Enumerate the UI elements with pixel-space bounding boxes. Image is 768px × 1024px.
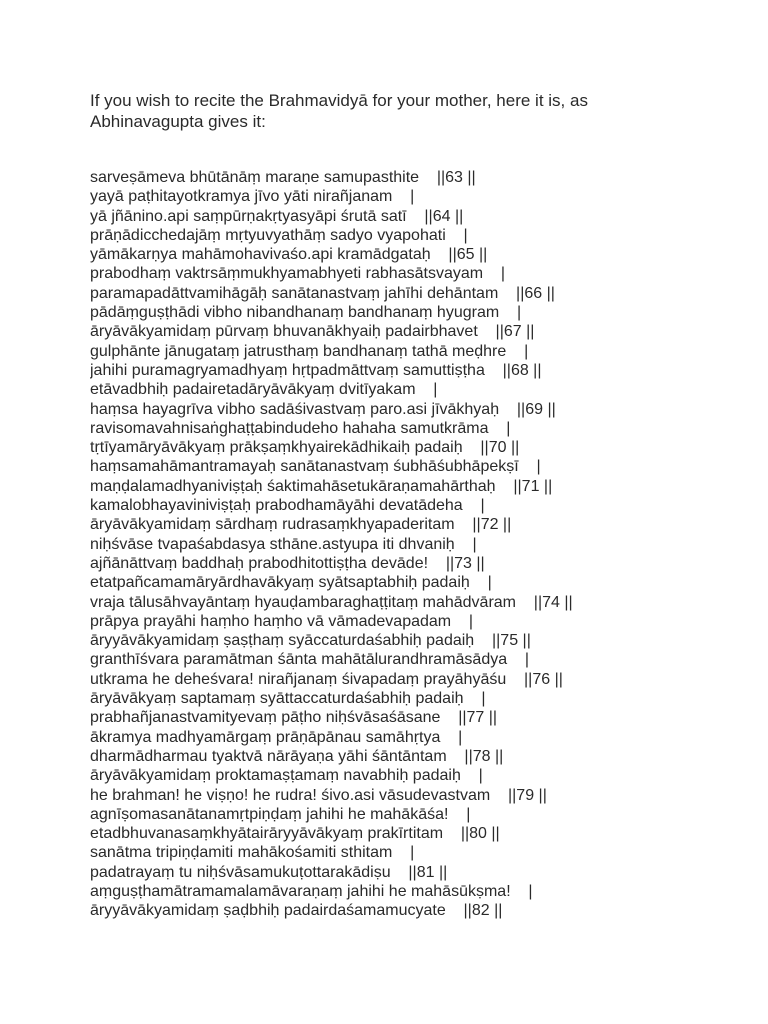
verse-line: etāvadbhiḥ padairetadāryāvākyaṃ dvitīyakam | bbox=[90, 381, 438, 399]
verse-line: granthīśvara paramātman śānta mahātālurandhramāsādya | bbox=[90, 651, 530, 669]
verse-line: aṃguṣṭhamātramamalamāvaraṇaṃ jahihi he mahāsūkṣma! | bbox=[90, 882, 533, 900]
verse-line: ravisomavahnisaṅghaṭṭabindudeho hahaha samutkrāma | bbox=[90, 419, 511, 437]
verse-line: āryyāvākyamidaṃ ṣaḍbhiḥ padairdaśamamucyate ||82 || bbox=[90, 902, 503, 920]
verse-line: prāpya prayāhi haṃho haṃho vā vāmadevapadam | bbox=[90, 612, 474, 630]
verse-line: niḥśvāse tvapaśabdasya sthāne.astyupa iti dhvaniḥ | bbox=[90, 535, 477, 553]
verse-line: prabhañjanastvamityevaṃ pāṭho niḥśvāsaśāsane ||77 || bbox=[90, 709, 498, 727]
verse-line: ākramya madhyamārgaṃ prāṇāpānau samāhṛtya | bbox=[90, 728, 463, 746]
verse-list bbox=[90, 168, 750, 921]
verse-line: dharmādharmau tyaktvā nārāyaṇa yāhi śāntāntam ||78 || bbox=[90, 747, 504, 765]
verse-line: prabodhaṃ vaktrsāṃmukhyamabhyeti rabhasātsvayam | bbox=[90, 265, 506, 283]
intro-line-1: If you wish to recite the Brahmavidyā for your mother, here it is, as bbox=[90, 91, 588, 110]
intro-line-2: Abhinavagupta gives it: bbox=[90, 112, 266, 131]
verse-line: sanātma tripiṇḍamiti mahākośamiti sthitam | bbox=[90, 844, 415, 862]
verse-line: vraja tālusāhvayāntaṃ hyauḍambaraghaṭṭitaṃ mahādvāram ||74 || bbox=[90, 593, 573, 611]
verse-line: kamalobhayaviniviṣṭaḥ prabodhamāyāhi devatādeha | bbox=[90, 497, 485, 515]
verse-line: maṇḍalamadhyaniviṣṭaḥ śaktimahāsetukāraṇamahārthaḥ ||71 || bbox=[90, 477, 553, 495]
verse-line: āryāvākyamidaṃ pūrvaṃ bhuvanākhyaiḥ padairbhavet ||67 || bbox=[90, 323, 535, 341]
verse-line: padatrayaṃ tu niḥśvāsamukuṭottarakādiṣu ||81 || bbox=[90, 863, 448, 881]
verse-line: haṃsamahāmantramayaḥ sanātanastvaṃ śubhāśubhāpekṣī | bbox=[90, 458, 541, 476]
verse-line: he brahman! he viṣṇo! he rudra! śivo.asi vāsudevastvam ||79 || bbox=[90, 786, 547, 804]
verse-line: prāṇādicchedajāṃ mṛtyuvyathāṃ sadyo vyapohati | bbox=[90, 226, 468, 244]
verse-line: sarveṣāmeva bhūtānāṃ maraṇe samupasthite ||63 || bbox=[90, 169, 476, 186]
verse-line: yā jñānino.api saṃpūrṇakṛtyasyāpi śrutā satī ||64 || bbox=[90, 207, 464, 225]
verse-line: jahihi puramagryamadhyaṃ hṛtpadmāttvaṃ samuttiṣṭha ||68 || bbox=[90, 361, 542, 379]
verse-line: paramapadāttvamihāgāḥ sanātanastvaṃ jahīhi dehāntam ||66 || bbox=[90, 284, 555, 302]
verse-line: āryāvākyamidaṃ proktamaṣṭamaṃ navabhiḥ padaiḥ | bbox=[90, 767, 483, 785]
intro-paragraph bbox=[90, 90, 730, 132]
verse-line: yayā paṭhitayotkramya jīvo yāti nirañjanam | bbox=[90, 188, 415, 206]
verse-line: gulphānte jānugataṃ jatrusthaṃ bandhanaṃ tathā meḍhre | bbox=[90, 342, 529, 360]
verse-line: etadbhuvanasaṃkhyātairāryyāvākyaṃ prakīrtitam ||80 || bbox=[90, 825, 500, 843]
verse-line: yāmākarṇya mahāmohavivaśo.api kramādgataḥ ||65 || bbox=[90, 246, 488, 264]
verse-line: utkrama he deheśvara! nirañjanaṃ śivapadaṃ prayāhyāśu ||76 || bbox=[90, 670, 563, 688]
verse-line: āryāvākyaṃ saptamaṃ syāttaccaturdaśabhiḥ padaiḥ | bbox=[90, 690, 486, 708]
verse-line: ajñānāttvaṃ baddhaḥ prabodhitottiṣṭha devāde! ||73 || bbox=[90, 554, 485, 572]
verse-line: agnīṣomasanātanamṛtpiṇḍaṃ jahihi he mahākāśa! | bbox=[90, 805, 471, 823]
verse-line: haṃsa hayagrīva vibho sadāśivastvaṃ paro.asi jīvākhyaḥ ||69 || bbox=[90, 400, 556, 418]
verse-line: etatpañcamamāryārdhavākyaṃ syātsaptabhiḥ padaiḥ | bbox=[90, 574, 492, 592]
verse-line: pādāṃguṣṭhādi vibho nibandhanaṃ bandhanaṃ hyugram | bbox=[90, 304, 522, 322]
verse-line: āryyāvākyamidaṃ ṣaṣṭhaṃ syāccaturdaśabhiḥ padaiḥ ||75 || bbox=[90, 632, 531, 650]
verse-line: tṛtīyamāryāvākyaṃ prākṣaṃkhyairekādhikaiḥ padaiḥ ||70 || bbox=[90, 439, 520, 457]
verse-line: āryāvākyamidaṃ sārdhaṃ rudrasaṃkhyapaderitam ||72 || bbox=[90, 516, 512, 534]
